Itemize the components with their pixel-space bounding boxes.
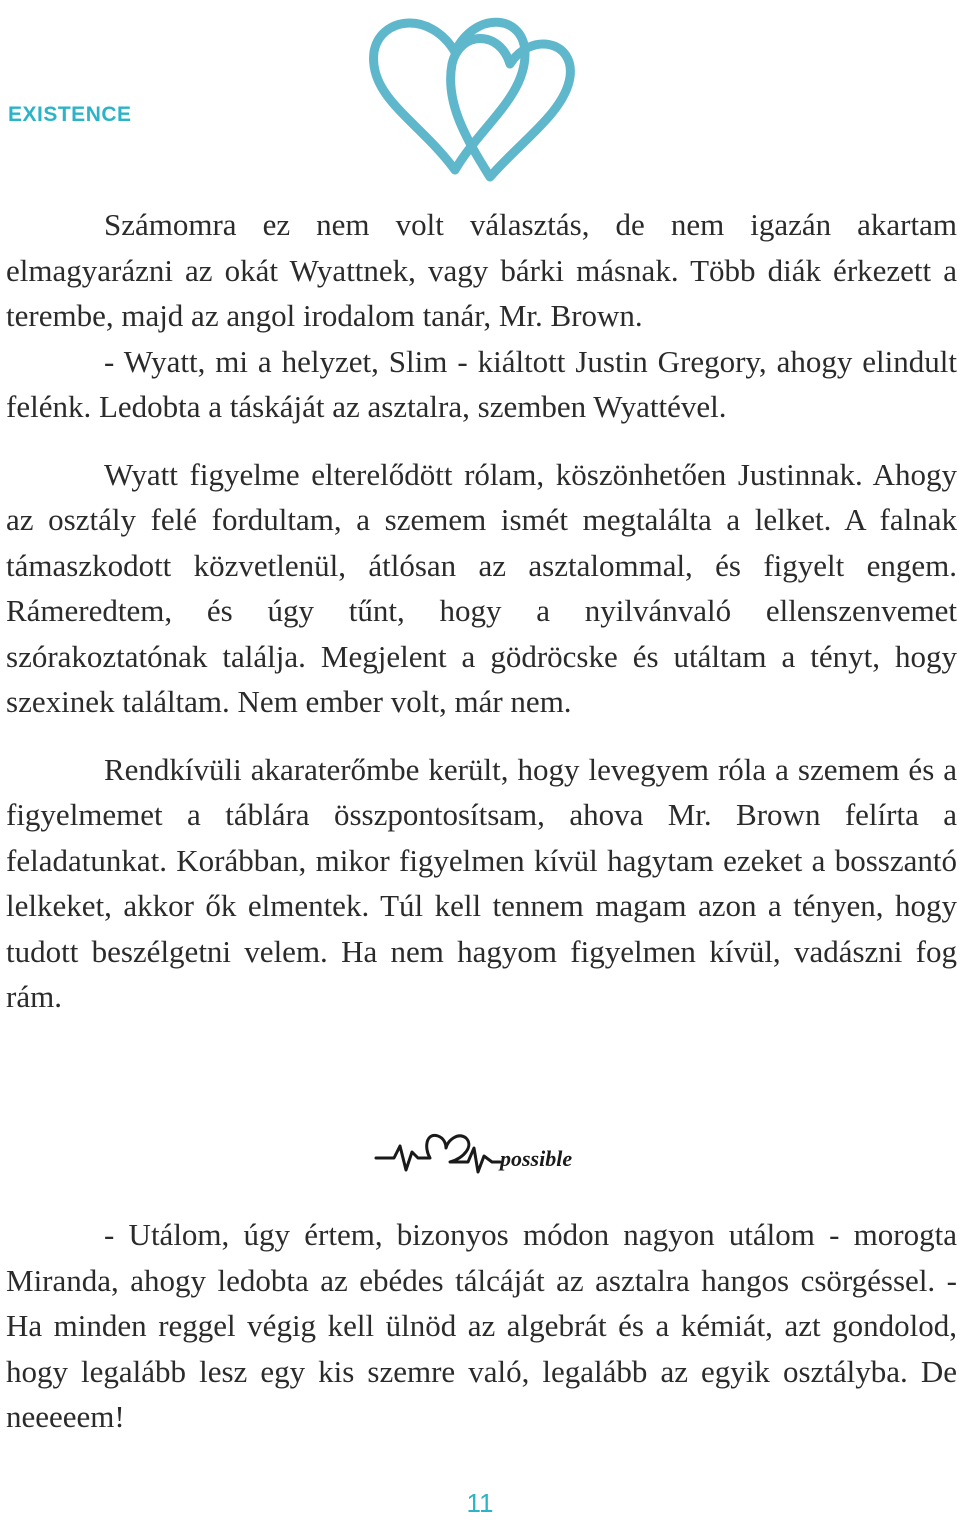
hearts-logo [360, 2, 590, 192]
paragraph: - Wyatt, mi a helyzet, Slim - kiáltott Justin Gregory, ahogy elindult felénk. Ledobta a táskáját az asztalra, szemben Wyattével. [6, 343, 957, 424]
heartbeat-divider [372, 1122, 587, 1180]
divider-word: possible [500, 1146, 573, 1171]
paragraph: - Utálom, úgy értem, bizonyos módon nagyon utálom - morogta Miranda, ahogy ledobta az ebédes tálcáját az asztalra hangos csörgéssel. - Ha minden reggel végig kell ülnöd az algebrát és a kémiát, azt gondolod, hogy legalább lesz egy kis szemre való, legalább az egyik osztályba. De neeeeem! [6, 1217, 957, 1434]
heartbeat-line-icon [376, 1135, 500, 1172]
header-title: EXISTENCE [8, 103, 132, 126]
page-number: 11 [466, 1488, 494, 1518]
body-text-upper [6, 202, 957, 1020]
paragraph: Rendkívüli akaraterőmbe került, hogy levegyem róla a szemem és a figyelmemet a táblára összpontosítsam, ahova Mr. Brown felírta a feladatunkat. Korábban, mikor figyelmen kívül hagytam ezeket a bosszantó lelkeket, akkor ők elmentek. Túl kell tennem magam azon a tényen, hogy tudott beszélgetni velem. Ha nem hagyom figyelmen kívül, vadászni fog rám. [6, 751, 957, 1014]
body-text-lower [6, 1212, 957, 1440]
paragraph: Wyatt figyelme elterelődött rólam, köszönhetően Justinnak. Ahogy az osztály felé fordultam, a szemem ismét megtalálta a lelket. A falnak támaszkodott közvetlenül, átlósan az asztalommal, és figyelt engem. Rámeredtem, és úgy tűnt, hogy a nyilvánvaló ellenszenvemet szórakoztatónak találja. Megjelent a gödröcske és utáltam a tényt, hogy szexinek találtam. Nem ember volt, már nem. [6, 456, 957, 719]
paragraph: Számomra ez nem volt választás, de nem igazán akartam elmagyarázni az okát Wyattnek, vagy bárki másnak. Több diák érkezett a terembe, majd az angol irodalom tanár, Mr. Brown. [6, 207, 957, 333]
